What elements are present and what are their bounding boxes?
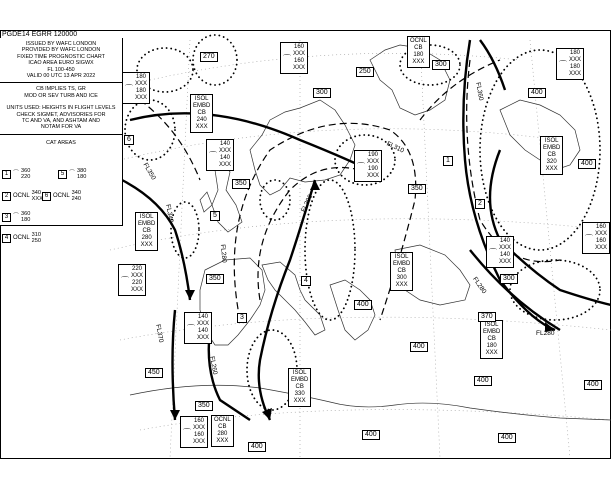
tropopause-height: 400 [362, 430, 380, 440]
cb-label: ISOL EMBD CB 280 XXX [135, 212, 158, 251]
cat-base: XXX [31, 196, 43, 203]
ocnl-label: OCNL [13, 235, 30, 242]
tropopause-height: 400 [354, 300, 372, 310]
cat-legend-1 [2, 168, 30, 181]
cat-legend-2 [2, 190, 43, 203]
jet-level: FL280 [218, 244, 228, 263]
cat-legend-5 [58, 168, 86, 181]
cat-area-marker: 1 [443, 156, 453, 166]
turbulence-label: ⌒ 160 XXX 160 XXX [582, 222, 610, 254]
ocnl-label: OCNL [53, 193, 70, 200]
cat-base: 240 [71, 196, 82, 203]
turbulence-label: ⌒ 160 XXX 160 XXX [180, 416, 208, 448]
note-line: CHECK SIGMET, ADVISORIES FOR [16, 111, 106, 118]
jet-level: FL340 [164, 203, 175, 224]
tropopause-height: 300 [500, 274, 518, 284]
turbulence-icon: ⌒ [489, 247, 497, 257]
tropopause-height: 400 [474, 376, 492, 386]
cat-base: 180 [21, 217, 31, 224]
cat-area-marker: 6 [124, 135, 134, 145]
cb-label: ISOL EMBD CB 320 XXX [540, 136, 563, 175]
cat-top: 340 [31, 190, 42, 196]
turbulence-icon: ⌒ [187, 323, 195, 333]
turbulence-label: ⌒ 160 XXX 160 XXX [280, 42, 308, 74]
tropopause-height: 300 [313, 88, 331, 98]
cat-number: 5 [58, 170, 67, 179]
cat-top: 360 [21, 168, 31, 174]
cat-number: 4 [2, 234, 11, 243]
tropopause-height: 450 [145, 368, 163, 378]
note-line: MOD OR SEV TURB AND ICE [24, 92, 98, 99]
info-line: ISSUED BY WAFC LONDON [25, 41, 97, 47]
cat-legend-4 [2, 232, 41, 245]
cat-area-marker: 2 [475, 199, 485, 209]
turbulence-label: ⌒ 180 XXX 180 XXX [122, 72, 150, 104]
cat-legend-3 [2, 211, 30, 224]
graticule [110, 40, 611, 458]
tropopause-height: 400 [410, 342, 428, 352]
note-line: UNITS USED: HEIGHTS IN FLIGHT LEVELS [6, 105, 116, 112]
note-line: CB IMPLIES TS, GR [36, 86, 86, 93]
turbulence-label: ⌒ 190 XXX 190 XXX [354, 150, 382, 182]
cb-label: ISOL EMBD CB 180 XXX [480, 320, 503, 359]
cat-area-marker: 3 [237, 313, 247, 323]
tropopause-height: 400 [248, 442, 266, 452]
turbulence-icon: ⌒ [559, 59, 567, 69]
turbulence-icon: ⌒ [183, 427, 191, 437]
jet-level: FL370 [154, 323, 165, 344]
note-line: NOTAM FOR VA [40, 124, 82, 131]
turbulence-icon: ⌒ [125, 83, 133, 93]
turbulence-icon: ⌒ [69, 171, 76, 178]
tropopause-height: 400 [584, 380, 602, 390]
info-line: FL 100-450 [47, 66, 75, 73]
info-line: VALID 00 UTC 13 APR 2022 [26, 73, 96, 80]
cb-label: ISOL EMBD CB 240 XXX [190, 94, 213, 133]
cat-top: 360 [21, 211, 31, 217]
jet-level: FL260 [208, 355, 219, 376]
turbulence-icon: ⌒ [13, 214, 20, 221]
cat-area-marker: 5 [210, 211, 220, 221]
tropopause-height: 350 [232, 179, 250, 189]
jet-level: FL300 [300, 193, 315, 214]
cat-base: 250 [31, 238, 42, 245]
turbulence-icon: ⌒ [209, 150, 217, 160]
jet-arrowheads [170, 168, 555, 420]
info-line: PROVIDED BY WAFC LONDON [21, 47, 101, 54]
tropopause-height: 400 [498, 433, 516, 443]
chart-code: PGDE14 EGRR 120000 [2, 31, 78, 38]
turbulence-label: ⌒ 220 XXX 220 XXX [118, 264, 146, 296]
ocnl-label: OCNL [13, 193, 30, 200]
notes-info [0, 83, 122, 134]
cat-number: 3 [2, 213, 11, 222]
tropopause-height: 400 [528, 88, 546, 98]
tropopause-height: 400 [578, 159, 596, 169]
jet-level: FL360 [474, 81, 485, 102]
turbulence-icon: ⌒ [357, 161, 365, 171]
cat-number: 1 [2, 170, 11, 179]
cat-top: 340 [71, 190, 82, 196]
tropopause-height: 270 [200, 52, 218, 62]
cb-label: OCNL CB 180 XXX [407, 36, 430, 68]
turbulence-label: ⌒ 140 XXX 140 XXX [184, 312, 212, 344]
turbulence-label: ⌒ 180 XXX 180 XXX [556, 48, 584, 80]
jet-level: FL280 [536, 330, 555, 337]
cat-base: 220 [21, 174, 31, 181]
cb-label: ISOL EMBD CB 330 XXX [288, 368, 311, 407]
tropopause-height: 300 [432, 60, 450, 70]
cb-label: ISOL EMBD CB 300 XXX [390, 252, 413, 291]
cat-number: 6 [42, 192, 51, 201]
turbulence-icon: ⌒ [283, 53, 291, 63]
tropopause-height: 250 [356, 67, 374, 77]
cat-base: 180 [77, 174, 87, 181]
cat-area-marker: 4 [301, 276, 311, 286]
note-line: TC AND VA, AND ASHTAM AND [22, 118, 100, 125]
turbulence-label: ⌒ 140 XXX 140 XXX [486, 236, 514, 268]
cat-areas-title: CAT AREAS [46, 139, 76, 146]
turbulence-label: ⌒ 140 XXX 140 XXX [206, 139, 234, 171]
cat-top: 310 [31, 232, 42, 238]
tropopause-height: 350 [206, 274, 224, 284]
cat-top: 380 [77, 168, 87, 174]
jet-level: FL280 [471, 275, 488, 296]
tropopause-height: 370 [478, 312, 496, 322]
info-line: FIXED TIME PROGNOSTIC CHART [17, 53, 105, 60]
cat-number: 2 [2, 192, 11, 201]
jet-level: FL350 [141, 161, 157, 182]
tropopause-height: 350 [195, 401, 213, 411]
tropopause-height: 350 [408, 184, 426, 194]
cb-label: OCNL CB 280 XXX [211, 415, 234, 447]
cat-legend-6 [42, 190, 81, 203]
turbulence-icon: ⌒ [585, 233, 593, 243]
turbulence-icon: ⌒ [13, 171, 20, 178]
turbulence-icon: ⌒ [121, 275, 129, 285]
jet-level: FL310 [385, 140, 406, 155]
info-line: ICAO AREA EURO SIGWX [28, 60, 94, 67]
issue-info [0, 38, 122, 83]
